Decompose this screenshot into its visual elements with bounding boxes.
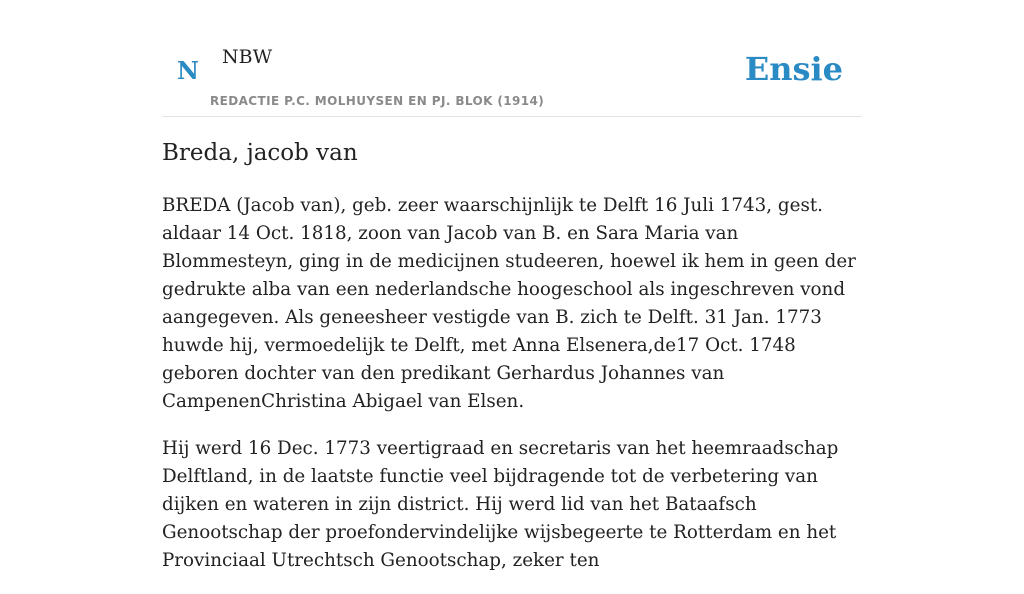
article-paragraph: BREDA (Jacob van), geb. zeer waarschijnlijk te Delft 16 Juli 1743, gest. aldaar 14 Oct. 1818, zoon van Jacob van B. en Sara Maria van Blommesteyn, ging in de medicijnen studeeren, hoewel ik hem in geen der gedrukte alba van een nederlandsche hoogeschool als ingeschreven vond aangegeven. Als geneesheer vestigde van B. zich te Delft. 31 Jan. 1773 huwde hij, vermoedelijk te Delft, met Anna Elsenera,de17 Oct. 1748 geboren dochter van den predikant Gerhardus Johannes van CampenenChristina Abigael van Elsen.	[162, 195, 856, 412]
article-paragraph: Hij werd 16 Dec. 1773 veertigraad en secretaris van het heemraadschap Delftland, in de laatste functie veel bijdragende tot de verbetering van dijken en wateren in zijn district. Hij werd lid van het Bataafsch Genootschap der proefondervindelijke wijsbegeerte te Rotterdam en het Provinciaal Utrechtsch Genootschap, zeker ten	[162, 438, 839, 571]
source-logo[interactable]: N	[177, 56, 199, 85]
article-body	[162, 192, 862, 594]
brand-logo[interactable]: Ensie	[744, 50, 843, 88]
header	[162, 0, 862, 117]
source-subtitle: REDACTIE P.C. MOLHUYSEN EN PJ. BLOK (1914)	[210, 94, 545, 108]
article-title: Breda, jacob van	[162, 140, 358, 166]
source-title[interactable]: NBW	[222, 46, 273, 68]
